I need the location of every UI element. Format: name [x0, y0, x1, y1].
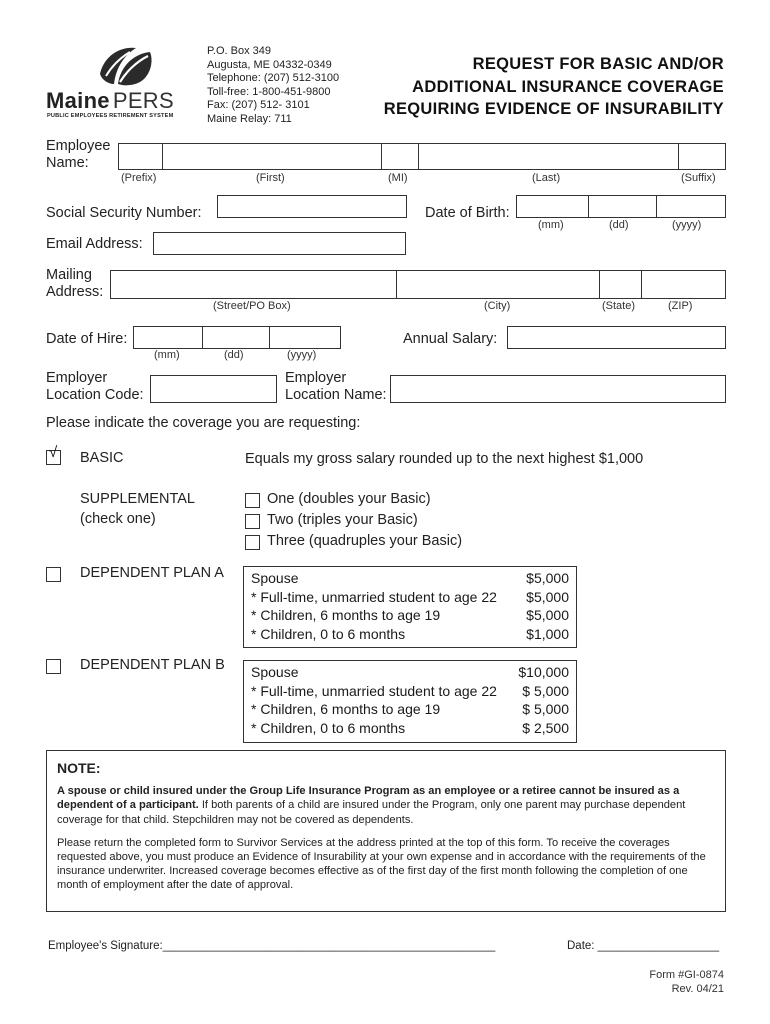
state-field[interactable]	[599, 270, 642, 299]
employee-name-label	[46, 138, 110, 172]
mi-caption: (MI)	[388, 172, 408, 184]
dob-yyyy-caption: (yyyy)	[672, 219, 702, 231]
plan-row	[251, 663, 569, 682]
dependent-plan-b-checkbox[interactable]	[46, 659, 61, 674]
supplemental-two-checkbox[interactable]	[245, 514, 260, 529]
address-line: Maine Relay: 711	[207, 112, 292, 125]
plan-row-amount: $ 5,000	[522, 682, 569, 699]
plan-row-amount: $ 5,000	[522, 701, 569, 718]
salary-label: Annual Salary:	[403, 331, 498, 347]
last-caption: (Last)	[532, 172, 561, 184]
plan-row-amount: $1,000	[526, 625, 569, 642]
note-paragraph-2: Please return the completed form to Survivor Services at the address printed at the top of this form. To receive the coverages requested above, you must produce an Evidence of Insurability at your own expense and in accordance with the requirements of the insurance underwriter. Increased coverage becomes effective as of the first day of the first month following the completion of one month of employment after the date of approval.	[57, 836, 706, 892]
dob-day-field[interactable]	[588, 195, 657, 218]
date-line[interactable]: Date: ___________________	[567, 940, 720, 952]
label-line: Name:	[46, 155, 89, 171]
label-line: Location Code:	[46, 386, 144, 403]
ssn-field[interactable]	[217, 195, 407, 218]
title-line: REQUIRING EVIDENCE OF INSURABILITY	[383, 100, 724, 118]
title-line: ADDITIONAL INSURANCE COVERAGE	[412, 77, 724, 96]
street-caption: (Street/PO Box)	[213, 300, 291, 312]
employer-name-field[interactable]	[390, 375, 726, 403]
plan-b-table	[243, 660, 577, 743]
prefix-caption: (Prefix)	[121, 172, 157, 184]
email-field[interactable]	[153, 232, 406, 255]
plan-row	[251, 719, 569, 738]
logo-pers: PERS	[112, 88, 174, 113]
basic-description: Equals my gross salary rounded up to the next highest $1,000	[245, 451, 644, 467]
supplemental-three-checkbox[interactable]	[245, 535, 260, 550]
name-last-field[interactable]	[418, 143, 679, 170]
note-bold-text: A spouse or child insured under the Group Life Insurance Program as an employee or a retiree cannot be insured as a dependent of a participant.	[57, 785, 680, 812]
plan-row-who: Spouse	[251, 664, 299, 680]
label-line: Location Name:	[285, 386, 387, 403]
employer-name-label	[285, 370, 387, 403]
plan-row	[251, 606, 569, 625]
plan-row-amount: $10,000	[518, 664, 569, 680]
hire-yyyy-caption: (yyyy)	[287, 349, 317, 361]
agency-address	[207, 45, 339, 127]
dob-year-field[interactable]	[656, 195, 726, 218]
address-line: Toll-free: 1-800-451-9800	[207, 85, 331, 98]
check-mark-icon: √	[49, 444, 58, 461]
label-line: Employer	[285, 370, 347, 386]
form-revision: Rev. 04/21	[671, 983, 724, 995]
logo-maine: Maine	[46, 88, 110, 113]
zip-caption: (ZIP)	[668, 300, 693, 312]
note-paragraph-1	[57, 784, 715, 827]
plan-row-who: * Children, 0 to 6 months	[251, 625, 406, 642]
employer-code-label	[46, 370, 144, 403]
salary-field[interactable]	[507, 326, 726, 349]
first-caption: (First)	[256, 172, 285, 184]
label-line: Employee	[46, 138, 111, 154]
email-label: Email Address:	[46, 236, 143, 252]
logo-tagline: PUBLIC EMPLOYEES RETIREMENT SYSTEM	[47, 113, 174, 119]
city-caption: (City)	[484, 300, 511, 312]
address-line: Fax: (207) 512- 3101	[207, 99, 310, 112]
form-title	[384, 53, 724, 121]
plan-row-who: * Full-time, unmarried student to age 22	[251, 682, 497, 699]
supplemental-two-label: Two (triples your Basic)	[267, 512, 418, 528]
note-text: If both parents of a child are insured under the Program, only one parent may purchase dependent coverage for that child. Stepchildren may not be covered as dependents.	[57, 799, 686, 826]
mailing-address-label	[46, 267, 103, 301]
note-heading: NOTE:	[57, 760, 101, 776]
plan-row-who: Spouse	[251, 570, 299, 586]
plan-a-table	[243, 566, 577, 648]
name-prefix-field[interactable]	[118, 143, 163, 170]
label-line: Address:	[46, 284, 104, 300]
plan-row-who: * Full-time, unmarried student to age 22	[251, 588, 497, 605]
supplemental-one-checkbox[interactable]	[245, 493, 260, 508]
dependent-plan-a-checkbox[interactable]	[46, 567, 61, 582]
supplemental-label	[80, 489, 195, 529]
plan-row	[251, 682, 569, 701]
label-line: Mailing	[46, 267, 92, 283]
plan-row-who: * Children, 0 to 6 months	[251, 719, 406, 736]
hire-year-field[interactable]	[269, 326, 341, 349]
basic-label: BASIC	[80, 450, 124, 466]
label-line: Employer	[46, 370, 108, 386]
plan-row	[251, 569, 569, 588]
address-line: Telephone: (207) 512-3100	[207, 72, 340, 85]
label-line: SUPPLEMENTAL	[80, 491, 195, 507]
logo-wordmark	[46, 88, 174, 114]
address-line: P.O. Box 349	[207, 45, 272, 57]
hire-day-field[interactable]	[202, 326, 270, 349]
city-field[interactable]	[396, 270, 600, 299]
ssn-label: Social Security Number:	[46, 205, 202, 221]
plan-row-who: * Children, 6 months to age 19	[251, 701, 441, 718]
dob-month-field[interactable]	[516, 195, 589, 218]
name-suffix-field[interactable]	[678, 143, 726, 170]
dob-label: Date of Birth:	[425, 205, 510, 221]
plan-row	[251, 700, 569, 719]
dob-dd-caption: (dd)	[609, 219, 629, 231]
street-field[interactable]	[110, 270, 397, 299]
name-mi-field[interactable]	[381, 143, 419, 170]
address-line: Augusta, ME 04332-0349	[207, 58, 332, 71]
supplemental-three-label: Three (quadruples your Basic)	[267, 533, 463, 549]
employer-code-field[interactable]	[150, 375, 277, 403]
form-number: Form #GI-0874	[649, 969, 724, 981]
hire-month-field[interactable]	[133, 326, 203, 349]
title-line: REQUEST FOR BASIC AND/OR	[472, 55, 724, 73]
plan-row	[251, 625, 569, 644]
plan-row-who: * Children, 6 months to age 19	[251, 607, 441, 624]
dependent-plan-b-label: DEPENDENT PLAN B	[80, 657, 225, 673]
state-caption: (State)	[602, 300, 636, 312]
name-first-field[interactable]	[162, 143, 382, 170]
supplemental-one-label: One (doubles your Basic)	[267, 491, 431, 507]
plan-row-amount: $ 2,500	[522, 719, 569, 736]
plan-row-amount: $5,000	[526, 570, 569, 586]
zip-field[interactable]	[641, 270, 726, 299]
note-box	[46, 750, 726, 912]
plan-row	[251, 588, 569, 607]
hire-dd-caption: (dd)	[224, 349, 244, 361]
signature-line[interactable]: Employee's Signature:____________________________________________________	[48, 940, 496, 952]
plan-row-amount: $5,000	[526, 607, 569, 624]
leaf-emblem-icon	[96, 44, 158, 88]
hire-date-label: Date of Hire:	[46, 331, 128, 347]
plan-row-amount: $5,000	[526, 588, 569, 605]
coverage-prompt: Please indicate the coverage you are requesting:	[46, 415, 361, 431]
dependent-plan-a-label: DEPENDENT PLAN A	[80, 565, 224, 581]
dob-mm-caption: (mm)	[538, 219, 564, 231]
hire-mm-caption: (mm)	[154, 349, 180, 361]
label-line: (check one)	[80, 511, 156, 527]
suffix-caption: (Suffix)	[681, 172, 716, 184]
